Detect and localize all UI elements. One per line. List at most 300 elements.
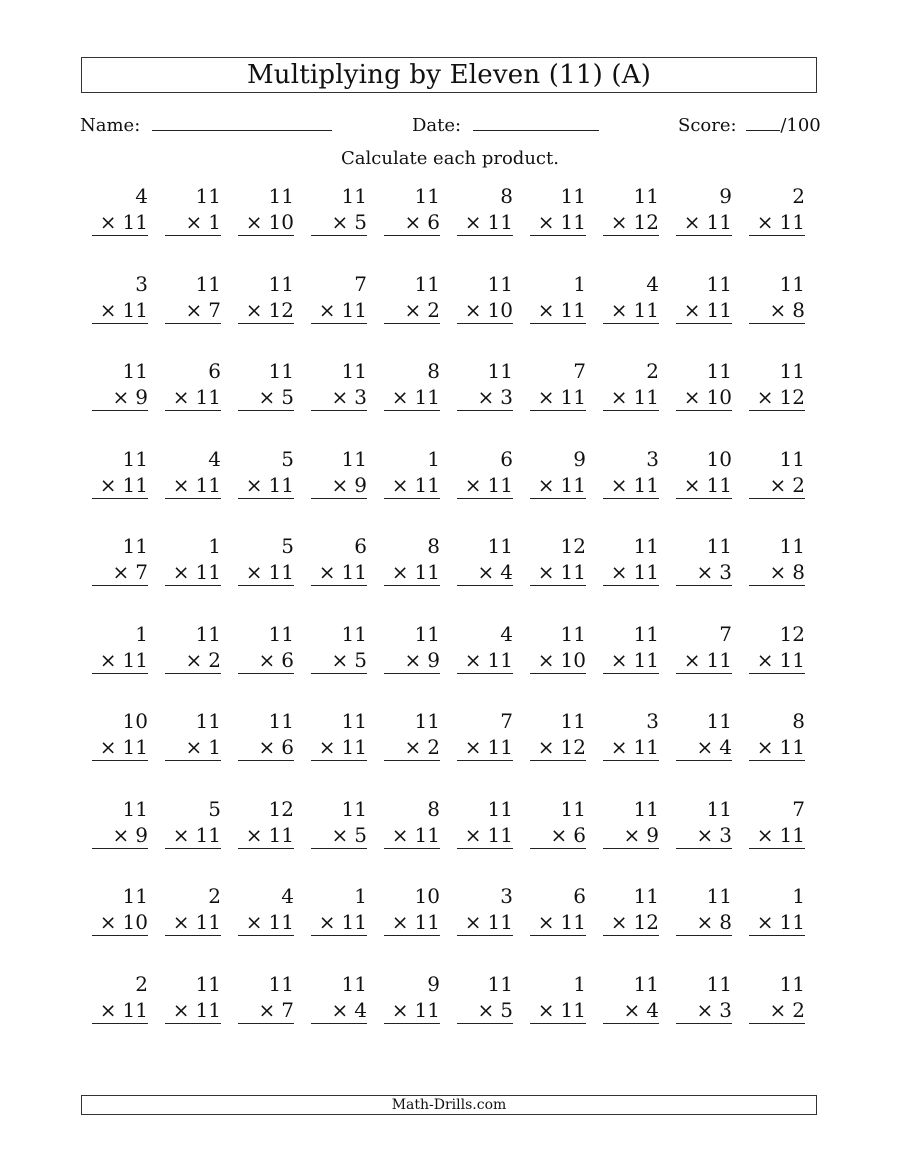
problem-item: [165, 971, 221, 1024]
problem-item: [603, 533, 659, 586]
multiplicand: 11: [268, 184, 294, 208]
multiplier: 11: [779, 822, 805, 847]
multiplicand: 8: [427, 359, 440, 383]
multiplier-line: [749, 559, 805, 586]
multiplier-line: [165, 822, 221, 849]
times-sign: ×: [464, 210, 482, 234]
score-blank[interactable]: [746, 112, 780, 131]
multiplier-line: [530, 647, 586, 674]
score-field: [678, 112, 821, 137]
multiplier-line: [676, 734, 732, 761]
problem-item: [749, 358, 805, 411]
times-sign: ×: [99, 647, 117, 672]
times-sign: ×: [245, 560, 263, 584]
times-sign: ×: [185, 735, 203, 759]
multiplier-line: [92, 559, 148, 586]
multiplicand: 7: [500, 709, 513, 733]
multiplier: 10: [560, 647, 586, 672]
problem-item: [676, 446, 732, 499]
multiplier-line: [238, 734, 294, 761]
multiplicand: 3: [646, 709, 659, 733]
multiplier-line: [676, 822, 732, 849]
times-sign: ×: [610, 910, 628, 934]
multiplier: 11: [560, 385, 586, 409]
times-sign: ×: [756, 822, 774, 847]
problem-item: [384, 971, 440, 1024]
times-sign: ×: [99, 297, 117, 322]
multiplicand: 11: [633, 621, 659, 646]
multiplier-line: [749, 297, 805, 324]
multiplicand: 11: [268, 621, 294, 646]
problem-item: [603, 358, 659, 411]
problem-item: [676, 183, 732, 236]
multiplier-line: [384, 559, 440, 586]
problem-item: [165, 271, 221, 324]
multiplier-line: [603, 909, 659, 936]
multiplier: 6: [427, 210, 440, 234]
multiplicand: 1: [354, 884, 367, 908]
multiplicand: 11: [633, 971, 659, 996]
multiplier: 11: [487, 910, 513, 934]
multiplier-line: [749, 647, 805, 674]
problem-item: [165, 796, 221, 849]
problem-item: [603, 796, 659, 849]
times-sign: ×: [769, 472, 787, 497]
problem-item: [92, 796, 148, 849]
times-sign: ×: [172, 560, 190, 584]
problem-item: [311, 358, 367, 411]
multiplier: 11: [414, 385, 440, 409]
problem-item: [749, 621, 805, 674]
problem-item: [457, 708, 513, 761]
times-sign: ×: [99, 735, 117, 759]
problem-item: [530, 796, 586, 849]
multiplicand: 11: [633, 796, 659, 821]
multiplier: 8: [792, 297, 805, 322]
multiplier-line: [457, 559, 513, 586]
problem-item: [384, 533, 440, 586]
problem-item: [92, 446, 148, 499]
multiplicand: 11: [195, 184, 221, 208]
date-blank[interactable]: [473, 112, 599, 131]
problem-item: [603, 183, 659, 236]
multiplier: 8: [719, 910, 732, 934]
instructions: Calculate each product.: [341, 148, 559, 169]
multiplicand: 9: [427, 971, 440, 996]
multiplier-line: [603, 647, 659, 674]
multiplier: 10: [268, 210, 294, 234]
multiplier-line: [311, 559, 367, 586]
multiplicand: 4: [500, 621, 513, 646]
times-sign: ×: [185, 647, 203, 672]
multiplier-line: [457, 297, 513, 324]
times-sign: ×: [391, 560, 409, 584]
multiplier-line: [311, 384, 367, 411]
multiplier: 3: [500, 385, 513, 409]
multiplicand: 4: [208, 446, 221, 471]
multiplier: 3: [719, 822, 732, 847]
multiplier: 9: [646, 822, 659, 847]
problem-item: [530, 183, 586, 236]
times-sign: ×: [331, 472, 349, 497]
problem-item: [311, 883, 367, 936]
multiplicand: 5: [281, 534, 294, 558]
times-sign: ×: [391, 822, 409, 847]
multiplier-line: [384, 384, 440, 411]
multiplier: 11: [633, 297, 659, 322]
name-blank[interactable]: [152, 112, 332, 131]
problem-item: [238, 446, 294, 499]
multiplier: 11: [706, 297, 732, 322]
problem-item: [384, 271, 440, 324]
problem-item: [165, 446, 221, 499]
problem-item: [457, 446, 513, 499]
multiplier: 9: [354, 472, 367, 497]
times-sign: ×: [404, 647, 422, 672]
multiplicand: 5: [281, 446, 294, 471]
problem-item: [749, 971, 805, 1024]
multiplier: 11: [487, 210, 513, 234]
times-sign: ×: [477, 560, 495, 584]
multiplier: 11: [122, 297, 148, 322]
multiplier-line: [238, 209, 294, 236]
multiplier-line: [457, 822, 513, 849]
multiplier-line: [603, 209, 659, 236]
problem-item: [238, 533, 294, 586]
times-sign: ×: [245, 297, 263, 322]
multiplier-line: [165, 647, 221, 674]
multiplier: 11: [779, 735, 805, 759]
problem-item: [384, 358, 440, 411]
problem-item: [749, 446, 805, 499]
times-sign: ×: [610, 297, 628, 322]
multiplier: 11: [560, 560, 586, 584]
times-sign: ×: [537, 735, 555, 759]
multiplier-line: [676, 384, 732, 411]
problem-item: [676, 271, 732, 324]
times-sign: ×: [331, 647, 349, 672]
problem-item: [384, 183, 440, 236]
multiplier-line: [92, 472, 148, 499]
times-sign: ×: [391, 472, 409, 497]
problem-item: [311, 796, 367, 849]
multiplier-line: [749, 734, 805, 761]
multiplicand: 11: [779, 446, 805, 471]
multiplier-line: [676, 472, 732, 499]
multiplier: 11: [195, 472, 221, 497]
multiplicand: 4: [646, 271, 659, 296]
multiplicand: 11: [633, 184, 659, 208]
multiplier: 8: [792, 560, 805, 584]
times-sign: ×: [756, 910, 774, 934]
multiplicand: 10: [414, 884, 440, 908]
times-sign: ×: [683, 385, 701, 409]
multiplicand: 11: [779, 971, 805, 996]
problem-item: [749, 708, 805, 761]
multiplicand: 7: [719, 621, 732, 646]
multiplier-line: [457, 384, 513, 411]
name-field: [80, 112, 332, 137]
problem-item: [530, 446, 586, 499]
multiplicand: 11: [487, 359, 513, 383]
multiplier: 11: [122, 997, 148, 1022]
problem-item: [165, 183, 221, 236]
multiplier: 6: [573, 822, 586, 847]
problem-item: [603, 621, 659, 674]
multiplier: 11: [341, 735, 367, 759]
multiplier: 11: [560, 910, 586, 934]
times-sign: ×: [537, 647, 555, 672]
multiplicand: 11: [706, 534, 732, 558]
multiplicand: 11: [341, 796, 367, 821]
problem-item: [749, 883, 805, 936]
multiplier: 11: [633, 735, 659, 759]
multiplicand: 6: [354, 534, 367, 558]
multiplier: 5: [354, 210, 367, 234]
problem-item: [457, 971, 513, 1024]
multiplier-line: [676, 909, 732, 936]
multiplier-line: [530, 472, 586, 499]
multiplier: 4: [646, 997, 659, 1022]
times-sign: ×: [112, 385, 130, 409]
multiplicand: 12: [560, 534, 586, 558]
problem-item: [311, 708, 367, 761]
multiplier: 1: [208, 735, 221, 759]
multiplicand: 11: [414, 621, 440, 646]
multiplier-line: [530, 909, 586, 936]
multiplicand: 10: [122, 709, 148, 733]
multiplier: 11: [560, 997, 586, 1022]
problem-item: [676, 621, 732, 674]
multiplier: 4: [719, 735, 732, 759]
multiplier-line: [165, 734, 221, 761]
problem-item: [238, 708, 294, 761]
multiplier: 11: [633, 385, 659, 409]
multiplicand: 6: [573, 884, 586, 908]
multiplier: 11: [268, 910, 294, 934]
multiplier-line: [384, 822, 440, 849]
multiplier: 11: [633, 560, 659, 584]
multiplier: 3: [354, 385, 367, 409]
times-sign: ×: [683, 472, 701, 497]
times-sign: ×: [258, 735, 276, 759]
times-sign: ×: [769, 297, 787, 322]
times-sign: ×: [464, 910, 482, 934]
multiplier-line: [749, 209, 805, 236]
times-sign: ×: [610, 560, 628, 584]
multiplicand: 3: [500, 884, 513, 908]
multiplier-line: [238, 297, 294, 324]
multiplier: 12: [633, 910, 659, 934]
multiplier: 7: [135, 560, 148, 584]
multiplicand: 11: [487, 971, 513, 996]
problem-item: [92, 971, 148, 1024]
times-sign: ×: [258, 647, 276, 672]
multiplicand: 7: [792, 796, 805, 821]
multiplier: 11: [560, 210, 586, 234]
times-sign: ×: [99, 997, 117, 1022]
multiplier-line: [165, 297, 221, 324]
times-sign: ×: [537, 997, 555, 1022]
multiplier-line: [311, 997, 367, 1024]
problem-item: [384, 708, 440, 761]
times-sign: ×: [404, 210, 422, 234]
multiplier-line: [457, 209, 513, 236]
multiplier: 5: [354, 647, 367, 672]
multiplier-line: [530, 822, 586, 849]
multiplier-line: [165, 472, 221, 499]
problem-item: [238, 971, 294, 1024]
times-sign: ×: [185, 297, 203, 322]
times-sign: ×: [537, 560, 555, 584]
multiplier: 6: [281, 735, 294, 759]
multiplicand: 11: [779, 534, 805, 558]
multiplicand: 11: [560, 621, 586, 646]
times-sign: ×: [318, 297, 336, 322]
multiplier: 11: [560, 297, 586, 322]
multiplier-line: [384, 647, 440, 674]
multiplier: 2: [792, 997, 805, 1022]
multiplicand: 8: [427, 534, 440, 558]
problem-item: [749, 796, 805, 849]
multiplicand: 3: [135, 271, 148, 296]
times-sign: ×: [537, 472, 555, 497]
multiplicand: 11: [195, 621, 221, 646]
multiplier-line: [311, 209, 367, 236]
date-label: Date:: [412, 115, 462, 136]
multiplier-line: [603, 297, 659, 324]
times-sign: ×: [477, 997, 495, 1022]
multiplicand: 11: [487, 796, 513, 821]
multiplicand: 11: [195, 971, 221, 996]
multiplicand: 11: [122, 884, 148, 908]
times-sign: ×: [99, 210, 117, 234]
multiplier: 11: [414, 560, 440, 584]
multiplier-line: [749, 384, 805, 411]
problem-item: [749, 183, 805, 236]
problem-item: [603, 971, 659, 1024]
times-sign: ×: [172, 385, 190, 409]
problem-item: [530, 883, 586, 936]
multiplier-line: [530, 384, 586, 411]
times-sign: ×: [185, 210, 203, 234]
times-sign: ×: [245, 822, 263, 847]
times-sign: ×: [683, 210, 701, 234]
multiplier: 11: [341, 910, 367, 934]
problem-item: [457, 883, 513, 936]
multiplier: 4: [500, 560, 513, 584]
multiplier: 11: [487, 472, 513, 497]
times-sign: ×: [404, 297, 422, 322]
multiplier-line: [530, 997, 586, 1024]
times-sign: ×: [391, 910, 409, 934]
multiplicand: 11: [122, 796, 148, 821]
multiplier-line: [457, 909, 513, 936]
multiplier-line: [238, 997, 294, 1024]
multiplier: 5: [354, 822, 367, 847]
problem-item: [384, 883, 440, 936]
multiplicand: 11: [341, 971, 367, 996]
problem-item: [530, 621, 586, 674]
problem-item: [384, 621, 440, 674]
multiplier-line: [311, 472, 367, 499]
problem-item: [311, 446, 367, 499]
times-sign: ×: [245, 910, 263, 934]
times-sign: ×: [172, 997, 190, 1022]
multiplicand: 5: [208, 796, 221, 821]
multiplier: 11: [195, 560, 221, 584]
multiplicand: 11: [633, 534, 659, 558]
multiplier-line: [92, 647, 148, 674]
multiplier-line: [676, 297, 732, 324]
multiplicand: 11: [706, 359, 732, 383]
multiplicand: 9: [719, 184, 732, 208]
multiplier-line: [603, 997, 659, 1024]
multiplicand: 11: [268, 271, 294, 296]
multiplier-line: [384, 472, 440, 499]
multiplier-line: [92, 909, 148, 936]
times-sign: ×: [318, 735, 336, 759]
multiplicand: 11: [487, 534, 513, 558]
multiplier-line: [311, 909, 367, 936]
multiplier: 11: [706, 647, 732, 672]
problem-item: [92, 183, 148, 236]
times-sign: ×: [404, 735, 422, 759]
multiplier-line: [238, 909, 294, 936]
multiplicand: 11: [633, 884, 659, 908]
problem-item: [457, 183, 513, 236]
times-sign: ×: [464, 297, 482, 322]
problem-item: [165, 883, 221, 936]
times-sign: ×: [245, 210, 263, 234]
times-sign: ×: [99, 472, 117, 497]
multiplier: 10: [487, 297, 513, 322]
multiplier: 11: [341, 297, 367, 322]
multiplicand: 4: [281, 884, 294, 908]
times-sign: ×: [537, 210, 555, 234]
problem-item: [530, 271, 586, 324]
multiplicand: 8: [427, 796, 440, 821]
multiplier: 11: [195, 910, 221, 934]
footer-credit: Math-Drills.com: [81, 1095, 817, 1115]
multiplicand: 8: [500, 184, 513, 208]
multiplier: 4: [354, 997, 367, 1022]
multiplier-line: [92, 822, 148, 849]
times-sign: ×: [464, 822, 482, 847]
problem-item: [165, 621, 221, 674]
problem-item: [311, 971, 367, 1024]
problem-item: [749, 533, 805, 586]
times-sign: ×: [464, 472, 482, 497]
multiplier: 10: [122, 910, 148, 934]
times-sign: ×: [464, 647, 482, 672]
multiplier: 11: [487, 735, 513, 759]
problem-item: [676, 971, 732, 1024]
multiplier-line: [603, 734, 659, 761]
multiplier-line: [749, 909, 805, 936]
multiplier: 11: [268, 822, 294, 847]
times-sign: ×: [610, 472, 628, 497]
multiplier: 2: [792, 472, 805, 497]
problem-item: [92, 708, 148, 761]
multiplier-line: [603, 822, 659, 849]
multiplier: 11: [268, 472, 294, 497]
multiplier-line: [603, 384, 659, 411]
problem-item: [603, 708, 659, 761]
multiplier-line: [311, 734, 367, 761]
problem-item: [238, 183, 294, 236]
multiplicand: 11: [706, 796, 732, 821]
